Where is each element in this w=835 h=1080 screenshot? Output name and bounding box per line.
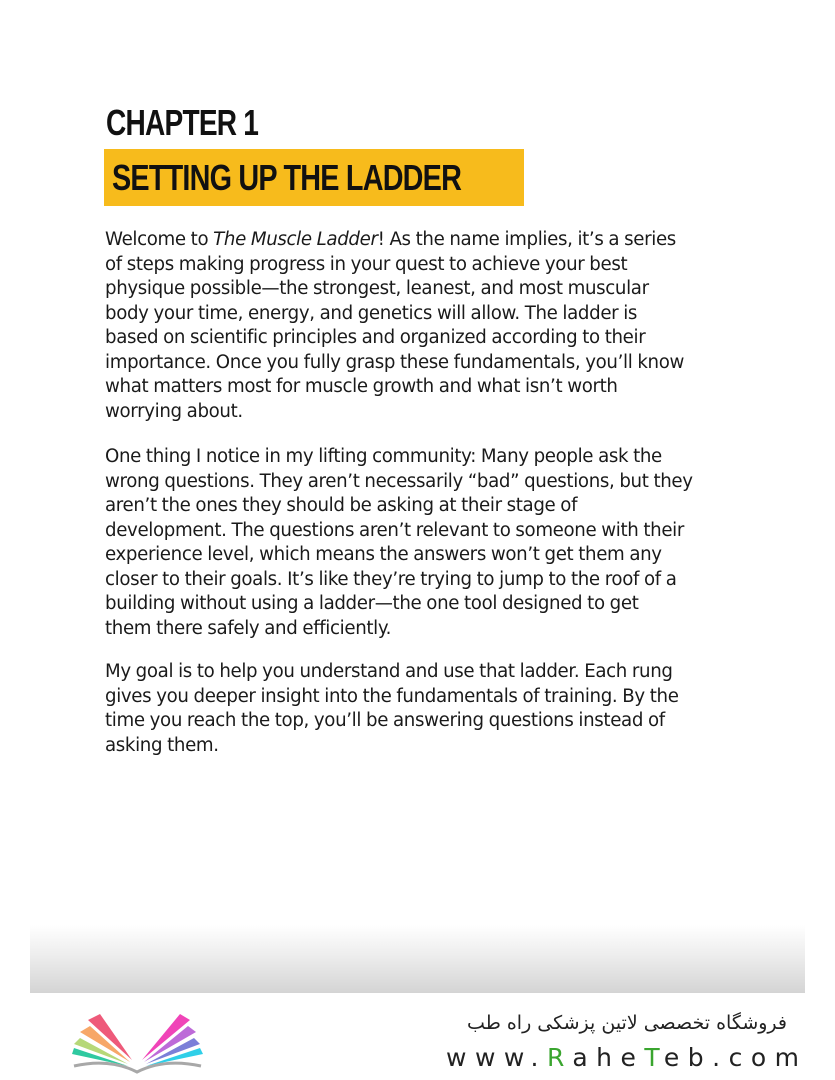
text-line: development. The questions aren’t relevant to someone with their xyxy=(105,519,684,541)
text-line: time you reach the top, you’ll be answering questions instead of xyxy=(105,710,665,731)
text-line: closer to their goals. It’s like they’re trying to jump to the roof of a xyxy=(105,568,677,590)
text-line: based on scientific principles and organized according to their xyxy=(105,327,646,348)
text-line: wrong questions. They aren’t necessarily “bad” questions, but they xyxy=(105,470,693,492)
chapter-label: CHAPTER 1 xyxy=(106,102,259,143)
store-name: فروشگاه تخصصی لاتین پزشکی راه طب xyxy=(467,1012,787,1034)
text-line: aren’t the ones they should be asking at their stage of xyxy=(105,495,578,516)
text-line: body your time, energy, and genetics will allow. The ladder is xyxy=(105,302,638,324)
website-url[interactable]: www.RaheTeb.com xyxy=(446,1043,808,1072)
book-title: The Muscle Ladder xyxy=(213,229,378,250)
text-line: experience level, which means the answers won’t get them any xyxy=(105,544,662,565)
text-line: Welcome to The Muscle Ladder! As the name implies, it’s a series xyxy=(105,229,676,250)
paragraph-3 xyxy=(105,660,730,758)
text-line: gives you deeper insight into the fundamentals of training. By the xyxy=(105,685,679,707)
paragraph-1 xyxy=(105,228,730,424)
text-line: of steps making progress in your quest to achieve your best xyxy=(105,253,628,275)
open-book-logo-icon xyxy=(70,1008,205,1076)
text-line: building without using a ladder—the one tool designed to get xyxy=(105,593,639,614)
text-line: physique possible—the strongest, leanest, and most muscular xyxy=(105,278,649,299)
text-line: One thing I notice in my lifting community: Many people ask the xyxy=(105,446,662,467)
chapter-title: SETTING UP THE LADDER xyxy=(112,157,462,198)
paragraph-2 xyxy=(105,445,730,641)
text-line: them there safely and efficiently. xyxy=(105,617,392,639)
page-bottom-shadow xyxy=(30,925,805,993)
text-line: what matters most for muscle growth and what isn’t worth xyxy=(105,376,618,397)
text-line: worrying about. xyxy=(105,400,243,422)
chapter-title-band xyxy=(104,149,524,206)
text-line: importance. Once you fully grasp these fundamentals, you’ll know xyxy=(105,351,685,373)
text-line: My goal is to help you understand and use that ladder. Each rung xyxy=(105,661,673,682)
text-line: asking them. xyxy=(105,734,219,756)
